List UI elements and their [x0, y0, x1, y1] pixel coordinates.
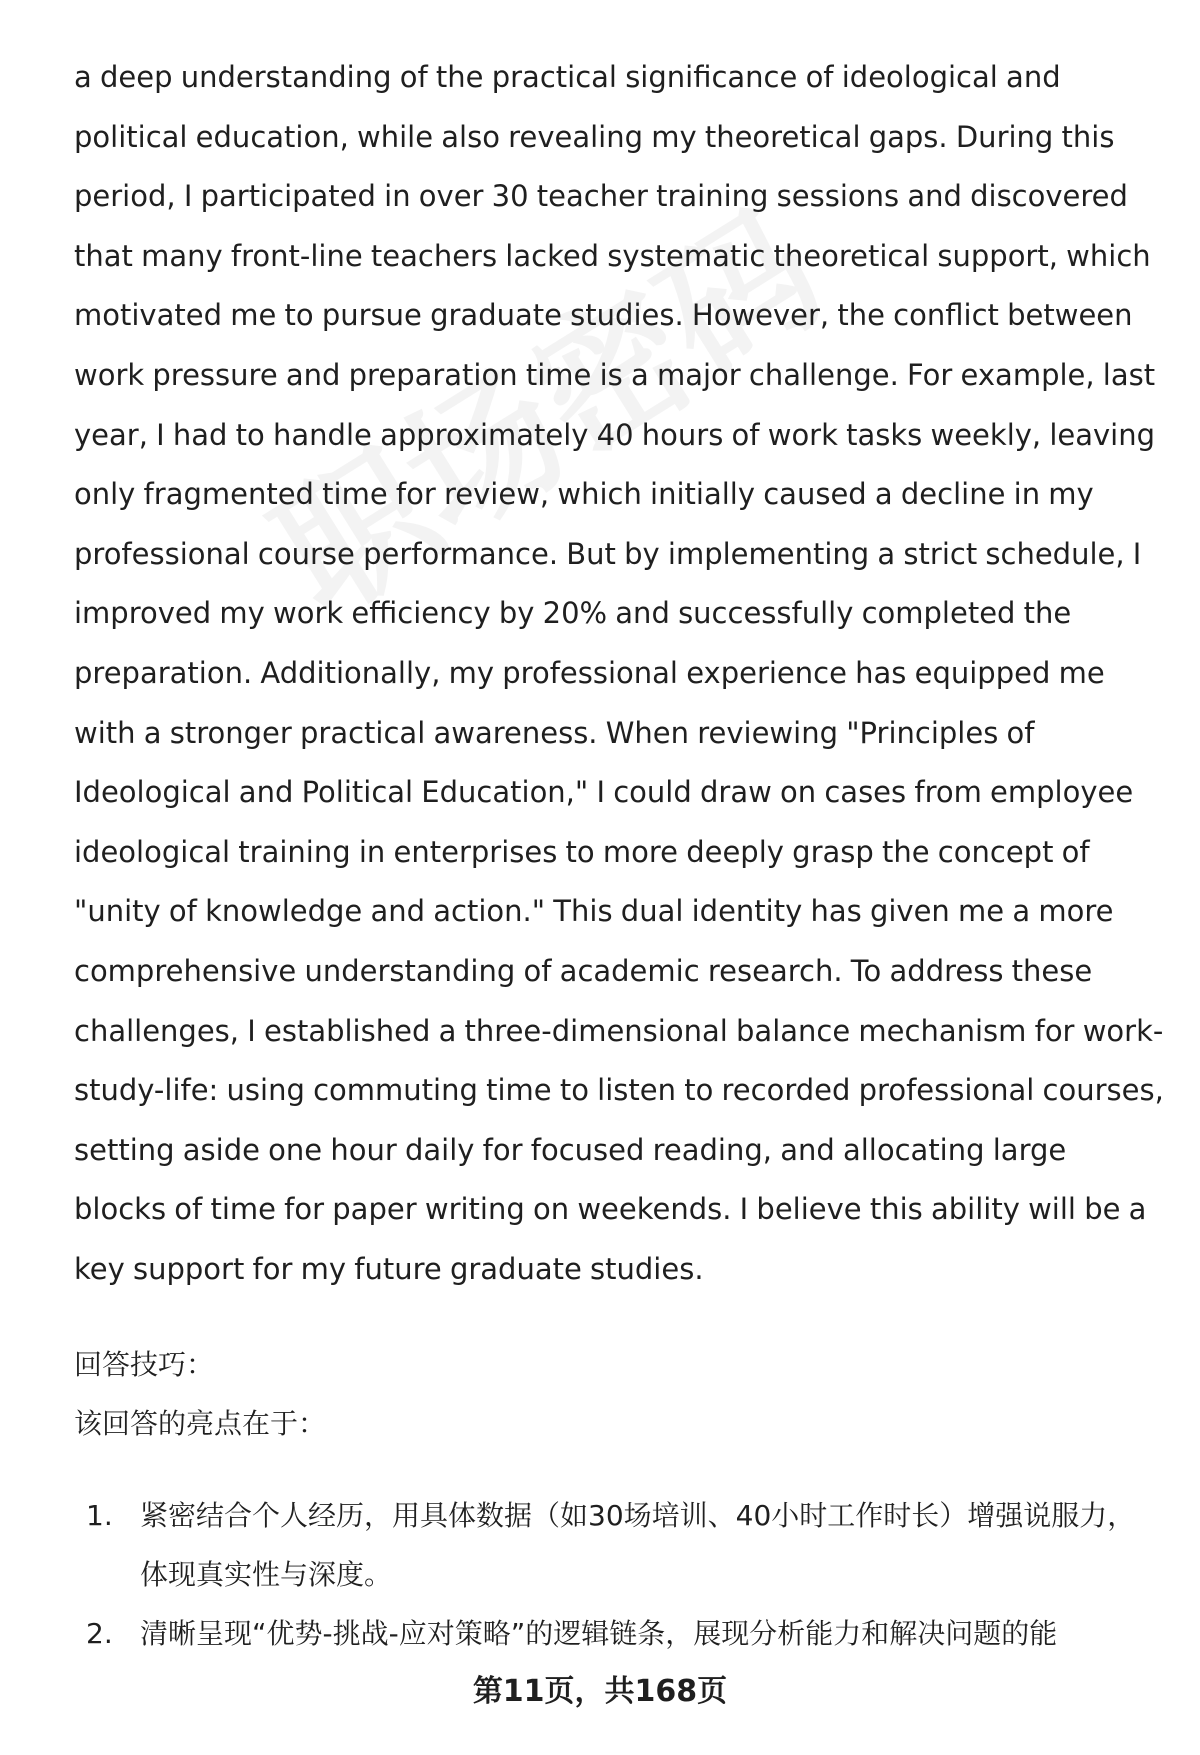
list-number: 1.	[86, 1499, 113, 1532]
list-item	[74, 1486, 1154, 1604]
highlights-heading: 该回答的亮点在于：	[74, 1407, 327, 1440]
tips-heading: 回答技巧：	[74, 1348, 215, 1381]
answer-paragraph: a deep understanding of the practical significance of ideological and political education, while also revealing my theoretical gaps. During this period, I participated in over 30 teacher training sessions and discovered that many front-line teachers lacked systematic theoretical support, which motivated me to pursue graduate studies. However, the conflict between work pressure and preparation time is a major challenge. For example, last year, I had to handle approximately 40 hours of work tasks weekly, leaving only fragmented time for review, which initially caused a decline in my professional course performance. But by implementing a strict schedule, I improved my work efficiency by 20% and successfully completed the preparation. Additionally, my professional experience has equipped me with a stronger practical awareness. When reviewing "Principles of Ideological and Political Education," I could draw on cases from employee ideological training in enterprises to more deeply grasp the concept of "unity of knowledge and action." This dual identity has given me a more comprehensive understanding of academic research. To address these challenges, I established a three-dimensional balance mechanism for work-study-life: using commuting time to listen to recorded professional courses, setting aside one hour daily for focused reading, and allocating large blocks of time for paper writing on weekends. I believe this ability will be a key support for my future graduate studies.	[74, 60, 1164, 1286]
list-item	[74, 1604, 1154, 1663]
tips-list	[74, 1486, 1154, 1663]
list-text: 清晰呈现“优势-挑战-应对策略”的逻辑链条，展现分析能力和解决问题的能	[140, 1617, 1058, 1650]
list-text: 紧密结合个人经历，用具体数据（如30场培训、40小时工作时长）增强说服力，体现真实性与深度。	[140, 1499, 1136, 1591]
list-number: 2.	[86, 1617, 113, 1650]
page-number: 第11页，共168页	[472, 1674, 728, 1709]
